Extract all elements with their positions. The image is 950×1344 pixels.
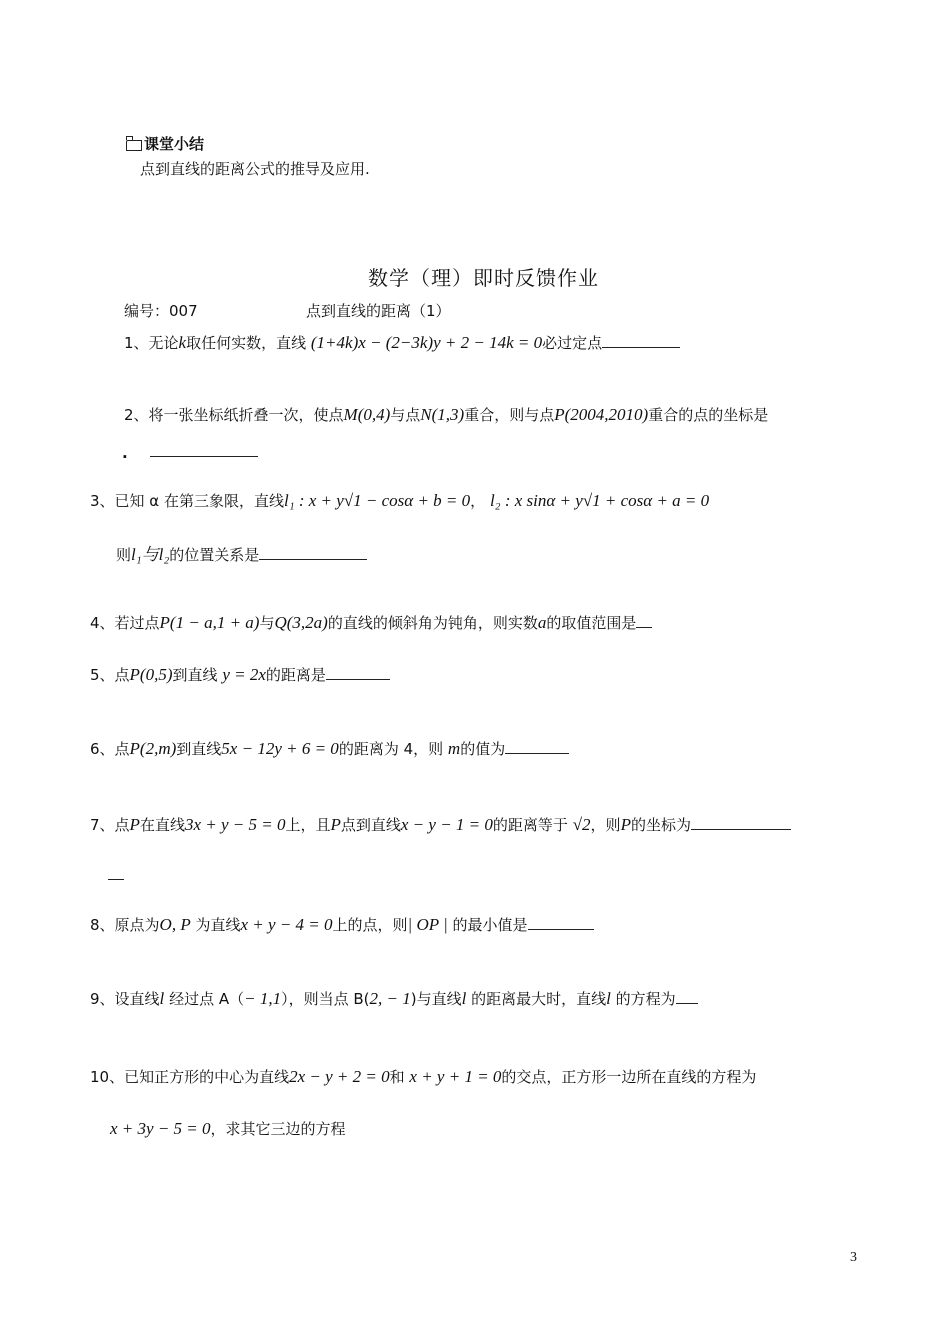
q9-mid2: ），则当点 B( (281, 990, 370, 1008)
q3-line-l2: l₂ : x sinα + y√1 + cosα + a = 0 (489, 491, 710, 510)
question-9 (90, 988, 698, 1009)
question-5 (90, 664, 390, 685)
q1-post: 必过定点 (542, 334, 603, 352)
q8-abs: | OP | (407, 915, 448, 934)
q7-blank-line-2[interactable] (108, 869, 124, 880)
question-10 (90, 1066, 756, 1087)
q6-mid: 到直线 (176, 740, 222, 758)
q9-point-a: − 1,1 (244, 989, 282, 1008)
q3-line-l1: l₁ : x + y√1 − cosα + b = 0 (283, 491, 471, 510)
q2-point-m: M(0,4) (343, 405, 391, 424)
q5-answer-blank[interactable] (326, 679, 390, 680)
q3-line2-pre: 则 (116, 546, 132, 564)
q4-mid1: 与 (259, 614, 275, 632)
q3-l1l2: l₁与l₂ (131, 545, 170, 564)
q6-m: m (447, 739, 461, 758)
folder-icon (126, 140, 142, 151)
q2-dot: . (122, 444, 128, 462)
q3-sep: ， (470, 492, 486, 510)
q7-p2: P (330, 815, 341, 834)
question-7 (90, 814, 791, 835)
q6-pre: 6、点 (90, 740, 130, 758)
q6-line: 5x − 12y + 6 = 0 (221, 739, 339, 758)
question-8 (90, 914, 594, 935)
q2-post: 重合的点的坐标是 (648, 406, 769, 424)
q10-line1: 2x − y + 2 = 0 (289, 1067, 390, 1086)
q9-point-b: 2, − 1 (369, 989, 411, 1008)
q7-mid4: 的距离等于 (492, 816, 568, 834)
q7-post: 的坐标为 (630, 816, 691, 834)
q7-mid2: 上，且 (285, 816, 331, 834)
q5-line: y = 2x (222, 665, 266, 684)
q9-mid1: 经过点 A（ (169, 990, 245, 1008)
q6-mid2: 的距离为 4，则 (338, 740, 444, 758)
q3-pre: 3、已知 α 在第三象限，直线 (90, 492, 284, 510)
question-4 (90, 612, 652, 633)
summary-text: 点到直线的距离公式的推导及应用. (140, 160, 370, 178)
q9-l3: l (606, 989, 611, 1008)
page-number: 3 (850, 1250, 857, 1265)
q4-mid2: 的直线的倾斜角为钝角，则实数 (327, 614, 538, 632)
question-10-line2 (110, 1118, 346, 1139)
q9-pre: 9、设直线 (90, 990, 160, 1008)
q9-l1: l (159, 989, 165, 1008)
q4-post: 的取值范围是 (546, 614, 637, 632)
q5-pre: 5、点 (90, 666, 130, 684)
q2-pre: 2、将一张坐标纸折叠一次，使点 (124, 406, 344, 424)
q9-mid4: 的距离最大时，直线 (471, 990, 607, 1008)
q10-line2: x + y + 1 = 0 (409, 1067, 502, 1086)
q3-line2-post: 的位置关系是 (169, 546, 260, 564)
q5-post: 的距离是 (265, 666, 326, 684)
q7-p3: P (620, 815, 631, 834)
q1-pre: 1、无论 (124, 334, 179, 352)
q4-answer-blank[interactable] (636, 627, 652, 628)
q9-post: 的方程为 (615, 990, 676, 1008)
q3-answer-blank[interactable] (259, 559, 367, 560)
q7-answer-blank-2[interactable] (108, 866, 124, 884)
q5-point-p: P(0,5) (129, 665, 173, 684)
q8-post: 的最小值是 (452, 916, 528, 934)
q7-mid5: ，则 (590, 816, 621, 834)
q4-point-q: Q(3,2a) (274, 613, 328, 632)
q6-answer-blank[interactable] (505, 753, 569, 754)
q6-post: 的值为 (460, 740, 506, 758)
q4-a: a (537, 613, 547, 632)
q4-pre: 4、若过点 (90, 614, 160, 632)
q2-point-n: N(1,3) (420, 405, 465, 424)
q1-k: k (178, 333, 187, 352)
q1-equation: (1+4k)x − (2−3k)y + 2 − 14k = 0 (310, 333, 543, 352)
question-6 (90, 738, 569, 759)
q10-pre: 10、已知正方形的中心为直线 (90, 1068, 290, 1086)
q1-mid: 取任何实数，直线 (186, 334, 307, 352)
q5-mid: 到直线 (172, 666, 218, 684)
q9-mid3: )与直线 (410, 990, 462, 1008)
q2-mid2: 重合，则与点 (464, 406, 555, 424)
q2-blank-line[interactable] (150, 442, 258, 457)
q2-mid1: 与点 (390, 406, 421, 424)
q8-mid1: 为直线 (195, 916, 241, 934)
q8-line: x + y − 4 = 0 (240, 915, 333, 934)
q7-answer-blank[interactable] (691, 829, 791, 830)
q7-sqrt: √2 (572, 815, 591, 834)
question-3-line2 (116, 540, 367, 565)
q10-mid2: 的交点，正方形一边所在直线的方程为 (501, 1068, 757, 1086)
q8-mid2: 上的点，则 (332, 916, 408, 934)
q9-answer-blank[interactable] (676, 1003, 698, 1004)
question-3 (90, 490, 709, 511)
q1-answer-blank[interactable] (602, 347, 680, 348)
q8-op: O, P (159, 915, 191, 934)
q10-mid1: 和 (389, 1068, 405, 1086)
q7-mid1: 在直线 (139, 816, 185, 834)
q6-point-p: P(2,m) (129, 739, 177, 758)
summary-heading (126, 133, 204, 154)
q8-pre: 8、原点为 (90, 916, 160, 934)
q7-mid3: 点到直线 (340, 816, 401, 834)
q4-point-p: P(1 − a,1 + a) (159, 613, 260, 632)
doc-number: 编号：007 (124, 302, 198, 320)
doc-topic: 点到直线的距离（1） (306, 302, 451, 320)
q10-post: ，求其它三边的方程 (210, 1120, 346, 1138)
q2-answer-blank[interactable] (150, 442, 258, 461)
q7-pre: 7、点 (90, 816, 130, 834)
q8-answer-blank[interactable] (528, 929, 594, 930)
q10-line3: x + 3y − 5 = 0 (110, 1119, 211, 1138)
q2-point-p: P(2004,2010) (554, 405, 649, 424)
q7-line1: 3x + y − 5 = 0 (184, 815, 286, 834)
question-1 (124, 332, 680, 353)
page-title: 数学（理）即时反馈作业 (368, 266, 599, 290)
summary-heading-text: 课堂小结 (144, 135, 205, 153)
q9-l2: l (461, 989, 467, 1008)
question-2 (124, 404, 768, 425)
q7-p1: P (129, 815, 140, 834)
q7-line2: x − y − 1 = 0 (400, 815, 493, 834)
